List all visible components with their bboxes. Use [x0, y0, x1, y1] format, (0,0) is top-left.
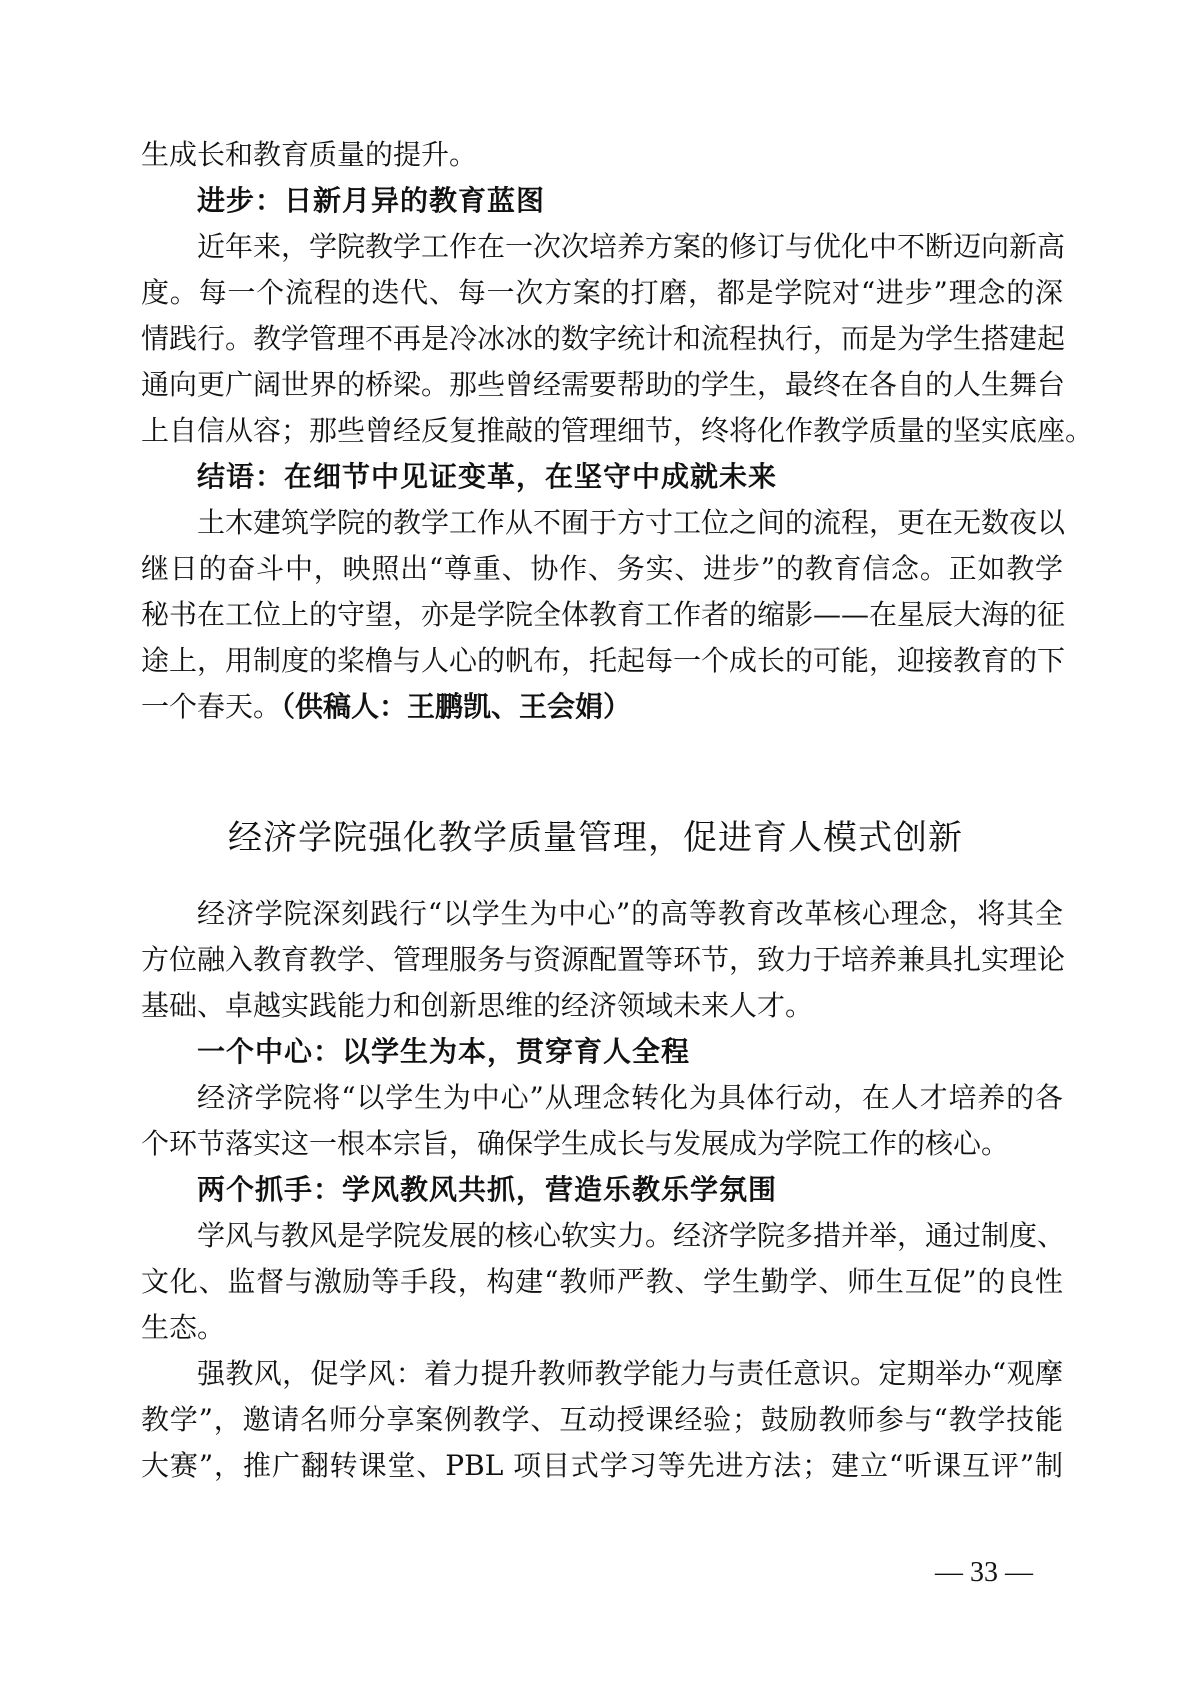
- section-heading-two: 两个抓手：学风教风共抓，营造乐教乐学氛围: [197, 1173, 778, 1206]
- paragraph-line: 文化、监督与激励等手段，构建“教师严教、学生勤学、师生互促”的良性: [141, 1265, 1063, 1298]
- section-heading-center: 一个中心：以学生为本，贯穿育人全程: [197, 1035, 691, 1068]
- paragraph-line: 情践行。教学管理不再是冷冰冰的数字统计和流程执行，而是为学生搭建起: [141, 322, 1066, 355]
- paragraph-line: 继日的奋斗中，映照出“尊重、协作、务实、进步”的教育信念。正如教学: [141, 552, 1063, 585]
- paragraph-line: 土木建筑学院的教学工作从不囿于方寸工位之间的流程，更在无数夜以: [197, 506, 1066, 539]
- page-number: — 33 —: [935, 1557, 1033, 1588]
- paragraph-line: 生成长和教育质量的提升。: [141, 138, 478, 171]
- paragraph-line: 教学”，邀请名师分享案例教学、互动授课经验；鼓励教师参与“教学技能: [141, 1403, 1063, 1436]
- paragraph-line: 学风与教风是学院发展的核心软实力。经济学院多措并举，通过制度、: [197, 1219, 1066, 1252]
- paragraph-line: 经济学院深刻践行“以学生为中心”的高等教育改革核心理念，将其全: [197, 897, 1063, 930]
- article-title: 经济学院强化教学质量管理，促进育人模式创新: [228, 818, 963, 858]
- paragraph-line: [141, 690, 1063, 724]
- section-heading-progress: 进步：日新月异的教育蓝图: [197, 184, 546, 217]
- paragraph-line: 方位融入教育教学、管理服务与资源配置等环节，致力于培养兼具扎实理论: [141, 943, 1066, 976]
- contributor-credit: （供稿人：王鹏凯、王会娟）: [281, 690, 632, 723]
- paragraph-line: 度。每一个流程的迭代、每一次方案的打磨，都是学院对“进步”理念的深: [141, 276, 1063, 309]
- section-heading-conclusion: 结语：在细节中见证变革，在坚守中成就未来: [197, 460, 778, 493]
- paragraph-line: 上自信从容；那些曾经反复推敲的管理细节，终将化作教学质量的坚实底座。: [141, 414, 1094, 447]
- paragraph-line: 秘书在工位上的守望，亦是学院全体教育工作者的缩影——在星辰大海的征: [141, 598, 1066, 631]
- paragraph-line: 基础、卓越实践能力和创新思维的经济领域未来人才。: [141, 989, 814, 1022]
- paragraph-line: 通向更广阔世界的桥梁。那些曾经需要帮助的学生，最终在各自的人生舞台: [141, 368, 1066, 401]
- paragraph-line: 生态。: [141, 1311, 226, 1344]
- paragraph-line: 近年来，学院教学工作在一次次培养方案的修订与优化中不断迈向新高: [197, 230, 1066, 263]
- paragraph-line: 强教风，促学风：着力提升教师教学能力与责任意识。定期举办“观摩: [197, 1357, 1063, 1390]
- paragraph-line: 大赛”，推广翻转课堂、PBL 项目式学习等先进方法；建立“听课互评”制: [141, 1449, 1063, 1482]
- paragraph-line: 个环节落实这一根本宗旨，确保学生成长与发展成为学院工作的核心。: [141, 1127, 1010, 1160]
- paragraph-line: 经济学院将“以学生为中心”从理念转化为具体行动，在人才培养的各: [197, 1081, 1063, 1114]
- paragraph-text: 一个春天。: [141, 690, 282, 723]
- paragraph-line: 途上，用制度的桨橹与人心的帆布，托起每一个成长的可能，迎接教育的下: [141, 644, 1066, 677]
